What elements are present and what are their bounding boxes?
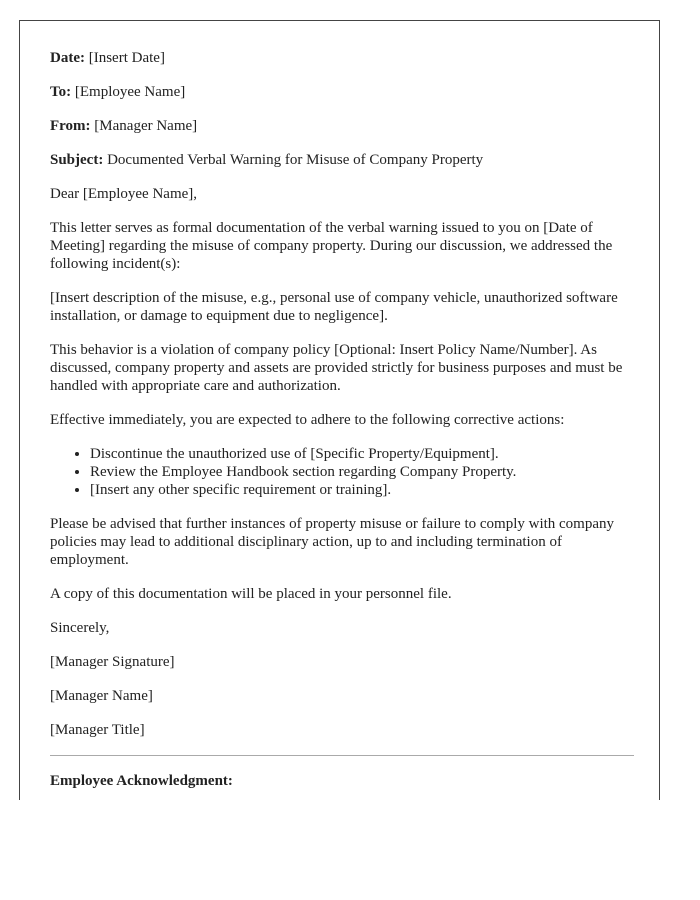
to-line — [50, 83, 634, 101]
list-item: • [Insert any other specific requirement or training]. — [90, 481, 634, 499]
letter-page — [19, 20, 660, 800]
to-label: To: — [50, 84, 72, 100]
incident-paragraph: [Insert description of the misuse, e.g., personal use of company vehicle, unauthorized software installation, or damage to equipment due to negligence]. — [50, 290, 618, 324]
list-item: • Discontinue the unauthorized use of [Specific Property/Equipment]. — [90, 445, 634, 463]
advisory-paragraph: Please be advised that further instances of property misuse or failure to comply with company policies may lead to additional disciplinary action, up to and including termination of employment. — [50, 516, 615, 568]
date-label: Date: — [50, 50, 85, 66]
salutation: Dear [Employee Name], — [50, 186, 198, 202]
from-label: From: — [50, 118, 91, 134]
manager-title: [Manager Title] — [50, 722, 145, 738]
corrective-actions-list — [50, 445, 634, 499]
divider — [50, 755, 634, 756]
from-value: [Manager Name] — [94, 118, 198, 134]
list-item: • Review the Employee Handbook section regarding Company Property. — [90, 463, 634, 481]
subject-line — [50, 151, 634, 169]
file-note: A copy of this documentation will be placed in your personnel file. — [50, 586, 452, 602]
letter-content — [50, 49, 634, 800]
acknowledgment-heading: Employee Acknowledgment: — [50, 773, 233, 789]
sign-off: Sincerely, — [50, 620, 110, 636]
manager-signature: [Manager Signature] — [50, 654, 175, 670]
actions-intro: Effective immediately, you are expected to adhere to the following corrective actions: — [50, 412, 565, 428]
subject-label: Subject: — [50, 152, 104, 168]
manager-name: [Manager Name] — [50, 688, 153, 704]
from-line — [50, 117, 634, 135]
date-value: [Insert Date] — [88, 50, 165, 66]
to-value: [Employee Name] — [74, 84, 186, 100]
violation-paragraph: This behavior is a violation of company policy [Optional: Insert Policy Name/Number]. As discussed, company property and assets are provided strictly for business purposes and must be handled with appropriate care and authorization. — [50, 342, 623, 394]
date-line — [50, 49, 634, 67]
subject-value: Documented Verbal Warning for Misuse of Company Property — [107, 152, 484, 168]
intro-paragraph: This letter serves as formal documentation of the verbal warning issued to you on [Date of Meeting] regarding the misuse of company property. During our discussion, we addressed the following incident(s): — [50, 220, 613, 272]
